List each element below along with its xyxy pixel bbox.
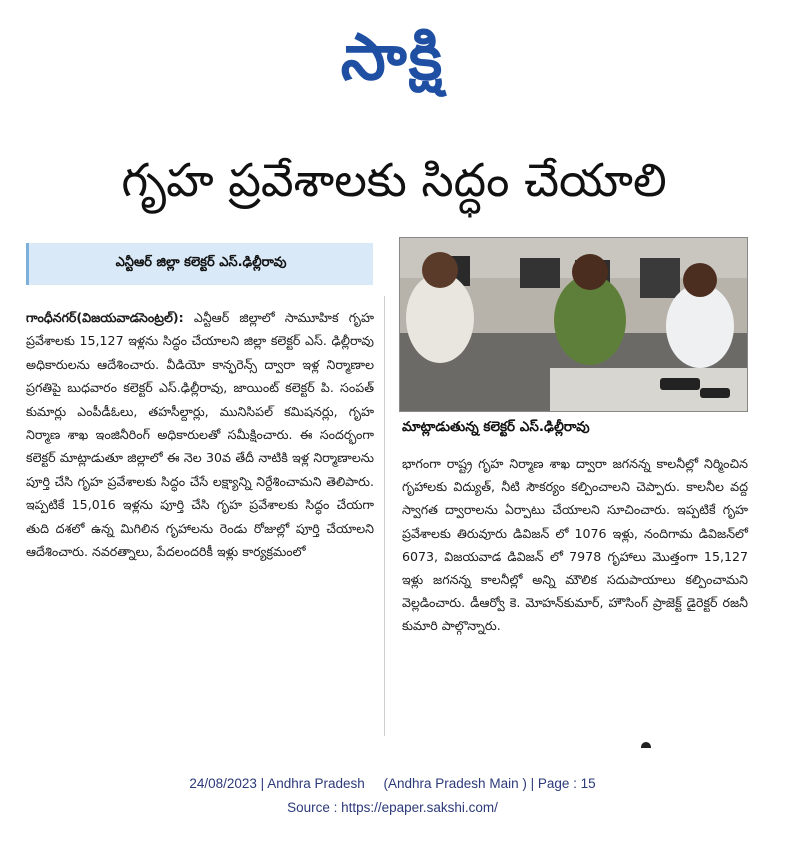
masthead-logo: సాక్షి [340,21,445,95]
article-photo [399,237,748,412]
footer-date-edition: 24/08/2023 | Andhra Pradesh (Andhra Pradesh Main ) | Page : 15 [189,776,596,791]
footer-source: Source : https://epaper.sakshi.com/ [287,800,498,815]
photo-illustration [400,238,747,411]
article-headline: గృహ ప్రవేశాలకు సిద్ధం చేయాలి [121,153,667,207]
article-body-left-column [26,306,374,563]
article-body-left-text: ఎన్టీఆర్ జిల్లాలో సామూహిక గృహ ప్రవేశాలకు 15,127 ఇళ్లను సిద్ధం చేయాలని జిల్లా కలెక్టర్ ఎస్. ఢిల్లీరావు అధికారులను ఆదేశించారు. వీడియో కాన్ఫరెన్స్ ద్వారా ఇళ్ల నిర్మాణాల ప్రగతిపై బుధవారం కలెక్టర్ ఎస్.ఢిల్లీరావు, జాయింట్ కలెక్టర్ పి. సంపత్ కుమార్లు ఎంపీడీఓలు, తహసీల్దార్లు, మునిసిపల్ కమిషనర్లు, గృహ నిర్మాణ శాఖ ఇంజినీరింగ్ అధికారులతో సమీక్షించారు. ఈ సందర్భంగా కలెక్టర్ మాట్లాడుతూ జిల్లాలో ఈ నెల 30వ తేదీ నాటికి ఇళ్ల నిర్మాణాలను పూర్తి చేసి గృహ ప్రవేశాలకు సిద్ధం చేసే లక్ష్యాన్ని నిర్దేశించామని తెలిపారు. ఇప్పటికే 15,016 ఇళ్లను పూర్తి చేసి గృహ ప్రవేశాలకు సిద్ధం చేయగా తుది దశలో ఉన్న మిగిలిన గృహాలను రెండు రోజుల్లో పూర్తి చేయాలని ఆదేశించారు. నవరత్నాలు, పేదలందరికీ ఇళ్లు కార్యక్రమంలో [26,310,374,560]
article-body-right-column [402,452,748,638]
article-subheadline [26,243,373,285]
photo-caption: మాట్లాడుతున్న కలెక్టర్ ఎస్.ఢిల్లీరావు [402,419,590,435]
subheadline-text: ఎన్టీఆర్ జిల్లా కలెక్టర్ ఎస్.ఢిల్లీరావు [115,255,287,270]
column-divider [384,296,385,736]
article-body-right-text: భాగంగా రాష్ట్ర గృహ నిర్మాణ శాఖ ద్వారా జగనన్న కాలనీల్లో నిర్మించిన గృహాలకు విద్యుత్, నీటి సౌకర్యం కల్పించాలని చెప్పారు. కాలనీల వద్ద స్వాగత ద్వారాలను ఏర్పాటు చేయాలని సూచించారు. ఇప్పటికే గృహ ప్రవేశాలకు తిరువూరు డివిజన్ లో 1076 ఇళ్లు, నందిగామ డివిజన్‌లో 6073, విజయవాడ డివిజన్ లో 7978 గృహాలు మొత్తంగా 15,127 ఇళ్లు జగనన్న కాలనీల్లో అన్ని మౌలిక సదుపాయాలు కల్పించామని వెల్లడించారు. డీఆర్వో కె. మోహన్‌కుమార్, హౌసింగ్ ప్రాజెక్ట్ డైరెక్టర్ రజనీ కుమారి పాల్గొన్నారు. [402,456,748,634]
continuation-mark [641,742,651,748]
article-dateline: గాంధీనగర్(విజయవాడసెంట్రల్): [26,310,184,325]
